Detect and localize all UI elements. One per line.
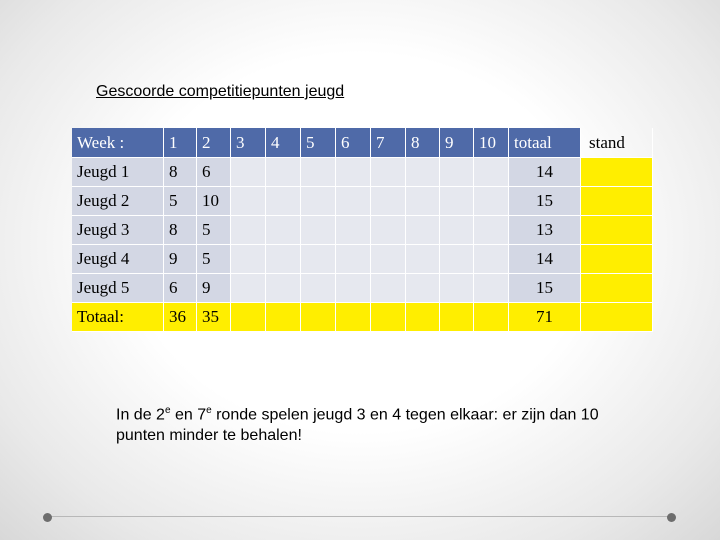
- empty-score-cell: [371, 216, 406, 245]
- empty-score-cell: [474, 216, 509, 245]
- slide-frame-line: [50, 516, 670, 517]
- empty-score-cell: [266, 274, 301, 303]
- empty-score-cell: [440, 274, 474, 303]
- empty-score-cell: [440, 245, 474, 274]
- header-week-1: 1: [164, 128, 197, 158]
- totals-score-cell: 35: [197, 303, 231, 332]
- empty-score-cell: [301, 187, 336, 216]
- header-week-5: 5: [301, 128, 336, 158]
- team-name: Jeugd 4: [72, 245, 164, 274]
- total-cell: 14: [509, 158, 581, 187]
- empty-score-cell: [474, 274, 509, 303]
- stand-cell: [581, 216, 653, 245]
- note-text: In de 2e en 7e ronde spelen jeugd 3 en 4 tegen elkaar: er zijn dan 10 punten minder te behalen!: [116, 405, 599, 445]
- stand-cell: [581, 158, 653, 187]
- empty-score-cell: [231, 245, 266, 274]
- slide-title: Gescoorde competitiepunten jeugd: [96, 83, 345, 100]
- total-cell: 13: [509, 216, 581, 245]
- stand-cell: [581, 187, 653, 216]
- header-week-2: 2: [197, 128, 231, 158]
- header-week-6: 6: [336, 128, 371, 158]
- totals-empty-cell: [231, 303, 266, 332]
- totals-empty-cell: [266, 303, 301, 332]
- score-cell: 6: [164, 274, 197, 303]
- empty-score-cell: [301, 216, 336, 245]
- totals-empty-cell: [440, 303, 474, 332]
- empty-score-cell: [301, 274, 336, 303]
- totals-score-cell: 36: [164, 303, 197, 332]
- score-cell: 8: [164, 216, 197, 245]
- empty-score-cell: [474, 187, 509, 216]
- totals-empty-cell: [474, 303, 509, 332]
- totals-row: [72, 303, 653, 332]
- header-week-10: 10: [474, 128, 509, 158]
- empty-score-cell: [266, 216, 301, 245]
- totals-total-cell: 71: [509, 303, 581, 332]
- empty-score-cell: [231, 216, 266, 245]
- totals-label: Totaal:: [72, 303, 164, 332]
- team-name: Jeugd 5: [72, 274, 164, 303]
- header-week-9: 9: [440, 128, 474, 158]
- empty-score-cell: [440, 187, 474, 216]
- score-cell: 10: [197, 187, 231, 216]
- empty-score-cell: [406, 158, 440, 187]
- empty-score-cell: [440, 158, 474, 187]
- score-cell: 8: [164, 158, 197, 187]
- header-week-8: 8: [406, 128, 440, 158]
- header-stand: stand: [581, 128, 653, 158]
- empty-score-cell: [371, 274, 406, 303]
- empty-score-cell: [406, 187, 440, 216]
- team-name: Jeugd 1: [72, 158, 164, 187]
- empty-score-cell: [301, 245, 336, 274]
- table-row: [72, 187, 653, 216]
- table-row: [72, 216, 653, 245]
- frame-dot-right: [667, 513, 676, 522]
- empty-score-cell: [231, 158, 266, 187]
- empty-score-cell: [440, 216, 474, 245]
- stand-cell: [581, 274, 653, 303]
- empty-score-cell: [474, 158, 509, 187]
- team-name: Jeugd 3: [72, 216, 164, 245]
- empty-score-cell: [336, 158, 371, 187]
- total-cell: 15: [509, 187, 581, 216]
- empty-score-cell: [336, 216, 371, 245]
- empty-score-cell: [301, 158, 336, 187]
- empty-score-cell: [474, 245, 509, 274]
- totals-stand-cell: [581, 303, 653, 332]
- score-cell: 5: [164, 187, 197, 216]
- score-cell: 6: [197, 158, 231, 187]
- empty-score-cell: [266, 187, 301, 216]
- totals-empty-cell: [301, 303, 336, 332]
- empty-score-cell: [266, 158, 301, 187]
- table-header-row: [72, 128, 653, 158]
- score-cell: 9: [164, 245, 197, 274]
- totals-empty-cell: [406, 303, 440, 332]
- empty-score-cell: [231, 274, 266, 303]
- totals-empty-cell: [371, 303, 406, 332]
- table-row: [72, 245, 653, 274]
- team-name: Jeugd 2: [72, 187, 164, 216]
- header-week-label: Week :: [72, 128, 164, 158]
- header-week-3: 3: [231, 128, 266, 158]
- empty-score-cell: [371, 187, 406, 216]
- empty-score-cell: [371, 245, 406, 274]
- empty-score-cell: [231, 187, 266, 216]
- table-row: [72, 274, 653, 303]
- stand-cell: [581, 245, 653, 274]
- header-week-4: 4: [266, 128, 301, 158]
- empty-score-cell: [336, 245, 371, 274]
- empty-score-cell: [336, 274, 371, 303]
- empty-score-cell: [336, 187, 371, 216]
- empty-score-cell: [371, 158, 406, 187]
- empty-score-cell: [266, 245, 301, 274]
- total-cell: 14: [509, 245, 581, 274]
- empty-score-cell: [406, 216, 440, 245]
- frame-dot-left: [43, 513, 52, 522]
- header-total: totaal: [509, 128, 581, 158]
- score-cell: 5: [197, 245, 231, 274]
- empty-score-cell: [406, 245, 440, 274]
- table-row: [72, 158, 653, 187]
- empty-score-cell: [406, 274, 440, 303]
- score-cell: 9: [197, 274, 231, 303]
- score-table: [72, 128, 653, 332]
- header-week-7: 7: [371, 128, 406, 158]
- totals-empty-cell: [336, 303, 371, 332]
- total-cell: 15: [509, 274, 581, 303]
- score-cell: 5: [197, 216, 231, 245]
